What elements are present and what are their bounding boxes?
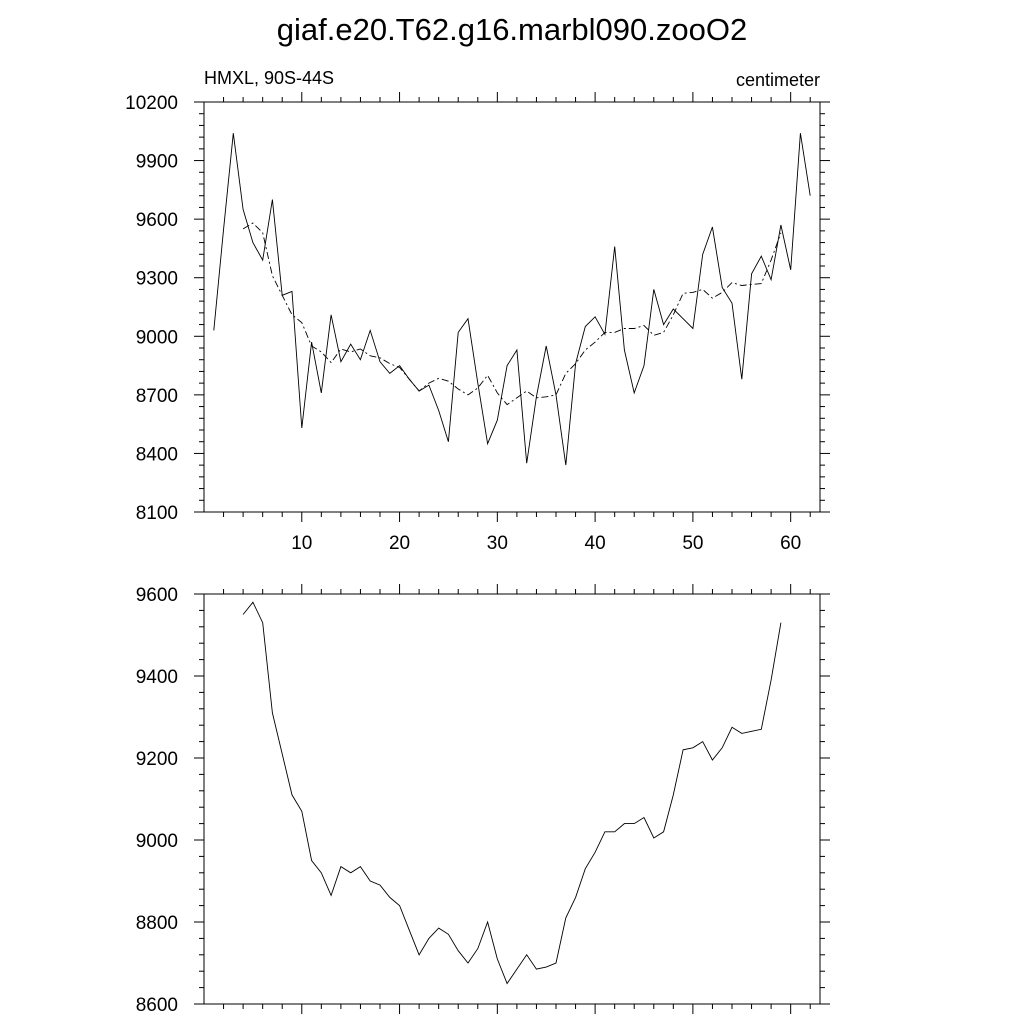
y-tick-label: 9900 — [135, 151, 178, 173]
series-line-dashed — [243, 223, 781, 405]
chart-title: giaf.e20.T62.g16.marbl090.zooO2 — [276, 12, 748, 47]
y-tick-label: 9400 — [135, 667, 178, 688]
lower-panel — [136, 584, 830, 1016]
y-tick-label: 9000 — [135, 327, 178, 349]
x-tick-label: 60 — [780, 533, 802, 554]
y-tick-label: 9600 — [135, 210, 178, 232]
upper-panel-left-label: HMXL, 90S-44S — [204, 68, 335, 88]
y-tick-label: 10200 — [125, 93, 178, 114]
y-tick-label: 8100 — [135, 503, 178, 524]
y-tick-label: 9000 — [135, 831, 178, 852]
lower-panel-frame — [204, 594, 820, 1004]
y-tick-label: 8700 — [135, 385, 178, 407]
x-tick-label: 20 — [388, 533, 411, 554]
y-tick-label: 8800 — [135, 913, 178, 934]
y-tick-label: 9600 — [135, 585, 178, 606]
x-tick-label: 10 — [291, 533, 313, 554]
y-tick-label: 9200 — [135, 749, 178, 770]
upper-panel — [125, 68, 830, 554]
x-tick-label: 30 — [486, 533, 508, 554]
series-line-solid — [214, 133, 810, 465]
y-tick-label: 9300 — [135, 268, 178, 290]
x-tick-label: 40 — [584, 533, 606, 554]
lower-panel-series — [243, 602, 781, 983]
upper-panel-ticks — [194, 92, 830, 522]
upper-panel-tick-labels — [125, 93, 801, 554]
upper-panel-right-label: centimeter — [735, 70, 820, 90]
upper-panel-series — [214, 133, 810, 465]
lower-panel-tick-labels — [136, 585, 178, 1016]
lower-panel-ticks — [194, 584, 830, 1014]
y-tick-label: 8600 — [135, 995, 178, 1016]
upper-panel-frame — [204, 102, 820, 512]
y-tick-label: 8400 — [135, 444, 178, 466]
x-tick-label: 50 — [682, 533, 704, 554]
series-line-solid — [243, 602, 781, 983]
